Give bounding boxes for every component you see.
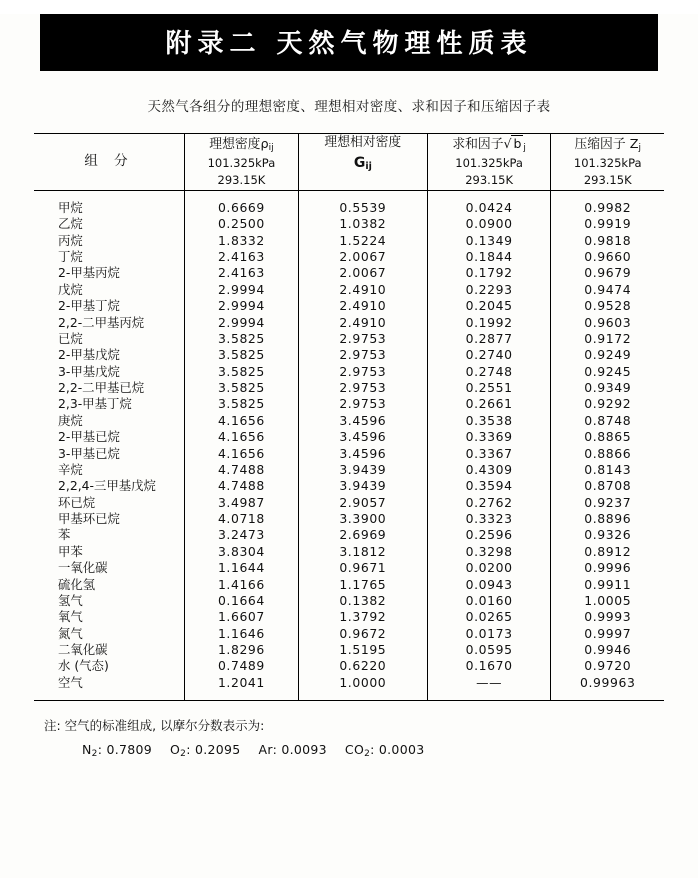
- cell-sum-factor: 0.2596: [427, 527, 551, 543]
- cell-relative-density: 0.9672: [298, 626, 427, 642]
- table-row: [34, 347, 664, 363]
- cell-relative-density: 2.6969: [298, 527, 427, 543]
- table-row: [34, 446, 664, 462]
- table-row: [34, 413, 664, 429]
- table-row: [34, 380, 664, 396]
- cell-z-factor: 0.8865: [551, 429, 664, 445]
- cell-sum-factor: 0.1792: [427, 265, 551, 281]
- cell-sum-factor: 0.2661: [427, 396, 551, 412]
- cell-z-factor: 0.9237: [551, 495, 664, 511]
- cell-relative-density: 1.5224: [298, 233, 427, 249]
- table-row: [34, 249, 664, 265]
- column-header-sum-factor-main: 求和因子√ b $_j$: [452, 136, 526, 154]
- cell-component: 空气: [58, 674, 83, 690]
- cell-z-factor: 0.9946: [551, 642, 664, 658]
- cell-ideal-density: 3.5825: [185, 364, 299, 380]
- table-row: [34, 233, 664, 249]
- cell-sum-factor: 0.0200: [427, 560, 551, 576]
- cell-component: 硫化氢: [58, 576, 96, 592]
- cell-sum-factor: 0.1349: [427, 233, 551, 249]
- cell-component: 氧气: [58, 609, 83, 625]
- cell-relative-density: 0.9671: [298, 560, 427, 576]
- cell-sum-factor: 0.0424: [427, 190, 551, 216]
- table-row: [34, 495, 664, 511]
- subtitle: 天然气各组分的理想密度、理想相对密度、求和因子和压缩因子表: [147, 99, 551, 115]
- cell-component: 水 (气态): [58, 658, 109, 674]
- cell-z-factor: 0.9292: [551, 396, 664, 412]
- cell-ideal-density: 1.4166: [185, 577, 299, 593]
- cell-z-factor: 0.9249: [551, 347, 664, 363]
- cell-relative-density: 2.9753: [298, 396, 427, 412]
- physical-properties-table-wrap: [34, 133, 664, 701]
- cell-component: 丁烷: [58, 249, 83, 265]
- table-row: [34, 511, 664, 527]
- note-co2: $CO_2$: 0.0003: [344, 741, 425, 759]
- cell-component: 3-甲基已烷: [58, 445, 120, 461]
- cell-relative-density: 1.3792: [298, 609, 427, 625]
- cell-ideal-density: 2.9994: [185, 298, 299, 314]
- cell-sum-factor: 0.0943: [427, 577, 551, 593]
- cell-relative-density: 0.1382: [298, 593, 427, 609]
- cell-z-factor: 0.9911: [551, 577, 664, 593]
- cell-component: 氮气: [58, 625, 83, 641]
- cell-component: 氢气: [58, 592, 83, 608]
- cell-sum-factor: 0.1992: [427, 315, 551, 331]
- cell-ideal-density: 3.5825: [185, 380, 299, 396]
- cell-z-factor: 1.0005: [551, 593, 664, 609]
- table-row: [34, 593, 664, 609]
- cell-sum-factor: 0.2293: [427, 282, 551, 298]
- cell-z-factor: 0.9679: [551, 265, 664, 281]
- cell-z-factor: 0.9993: [551, 609, 664, 625]
- physical-properties-table: [34, 134, 664, 700]
- table-row: [34, 642, 664, 658]
- cell-relative-density: 0.6220: [298, 658, 427, 674]
- cell-relative-density: 2.0067: [298, 249, 427, 265]
- cell-relative-density: 3.3900: [298, 511, 427, 527]
- cell-relative-density: 2.9753: [298, 364, 427, 380]
- cell-ideal-density: 1.1644: [185, 560, 299, 576]
- cell-relative-density: 3.9439: [298, 462, 427, 478]
- note-o2: $O_2$: 0.2095: [170, 741, 241, 759]
- cell-component: 2-甲基丙烷: [58, 265, 120, 281]
- cell-sum-factor: 0.3367: [427, 446, 551, 462]
- cell-relative-density: 2.4910: [298, 315, 427, 331]
- cell-sum-factor: 0.2045: [427, 298, 551, 314]
- table-row: [34, 396, 664, 412]
- cell-relative-density: 2.0067: [298, 265, 427, 281]
- cell-component: 一氧化碳: [58, 560, 108, 576]
- table-body: [34, 190, 664, 700]
- cell-relative-density: 3.4596: [298, 429, 427, 445]
- column-header-ideal-density-temperature: 293.15K: [217, 172, 266, 187]
- table-row: [34, 527, 664, 543]
- cell-sum-factor: 0.4309: [427, 462, 551, 478]
- table-row: [34, 429, 664, 445]
- column-header-relative-density-main: 理想相对密度: [324, 135, 402, 150]
- table-row: [34, 298, 664, 314]
- column-header-ideal-density-pressure: 101.325kPa: [207, 155, 276, 170]
- cell-relative-density: 0.5539: [298, 190, 427, 216]
- column-header-ideal-density: [185, 134, 299, 190]
- cell-sum-factor: 0.2877: [427, 331, 551, 347]
- table-row: [34, 265, 664, 281]
- cell-ideal-density: 4.1656: [185, 446, 299, 462]
- cell-ideal-density: 3.5825: [185, 347, 299, 363]
- cell-z-factor: 0.99963: [551, 675, 664, 700]
- table-row: [34, 282, 664, 298]
- cell-component: 甲烷: [58, 199, 83, 215]
- cell-component: 已烷: [58, 330, 83, 346]
- cell-ideal-density: 4.0718: [185, 511, 299, 527]
- cell-ideal-density: 4.1656: [185, 429, 299, 445]
- cell-z-factor: 0.8912: [551, 544, 664, 560]
- cell-z-factor: 0.9172: [551, 331, 664, 347]
- table-row: [34, 216, 664, 232]
- note-ar: Ar: 0.0093: [258, 741, 327, 757]
- table-row: [34, 544, 664, 560]
- cell-z-factor: 0.9474: [551, 282, 664, 298]
- table-row: [34, 190, 664, 216]
- cell-ideal-density: 0.2500: [185, 216, 299, 232]
- cell-ideal-density: 1.6607: [185, 609, 299, 625]
- cell-relative-density: 3.9439: [298, 478, 427, 494]
- cell-ideal-density: 2.9994: [185, 315, 299, 331]
- cell-relative-density: 1.0382: [298, 216, 427, 232]
- cell-ideal-density: 1.8332: [185, 233, 299, 249]
- table-row: [34, 462, 664, 478]
- cell-sum-factor: 0.0595: [427, 642, 551, 658]
- cell-component: 环已烷: [58, 494, 96, 510]
- title-banner-wrap: [40, 14, 658, 71]
- cell-z-factor: 0.9818: [551, 233, 664, 249]
- cell-ideal-density: 0.1664: [185, 593, 299, 609]
- cell-z-factor: 0.9603: [551, 315, 664, 331]
- cell-component: 戊烷: [58, 281, 83, 297]
- cell-relative-density: 2.9753: [298, 380, 427, 396]
- cell-relative-density: 3.1812: [298, 544, 427, 560]
- note-n2: $N_2$: 0.7809: [82, 741, 153, 759]
- cell-z-factor: 0.8748: [551, 413, 664, 429]
- cell-component: 二氧化碳: [58, 642, 108, 658]
- cell-component: 苯: [58, 527, 71, 543]
- cell-relative-density: 2.9753: [298, 331, 427, 347]
- cell-sum-factor: ——: [427, 675, 551, 700]
- cell-component: 辛烷: [58, 461, 83, 477]
- cell-relative-density: 3.4596: [298, 413, 427, 429]
- note-line-2: [82, 738, 654, 763]
- cell-z-factor: 0.9349: [551, 380, 664, 396]
- column-header-sum-factor-temperature: 293.15K: [465, 173, 513, 188]
- cell-component: 庚烷: [58, 412, 83, 428]
- page: [0, 14, 698, 878]
- cell-ideal-density: 4.7488: [185, 478, 299, 494]
- cell-sum-factor: 0.3594: [427, 478, 551, 494]
- column-header-z-factor-temperature: 293.15K: [583, 172, 632, 187]
- cell-ideal-density: 4.7488: [185, 462, 299, 478]
- column-header-relative-density: [298, 134, 427, 190]
- cell-ideal-density: 0.6669: [185, 190, 299, 216]
- cell-sum-factor: 0.2748: [427, 364, 551, 380]
- cell-ideal-density: 2.4163: [185, 249, 299, 265]
- cell-z-factor: 0.8896: [551, 511, 664, 527]
- table-row: [34, 315, 664, 331]
- cell-ideal-density: 3.5825: [185, 396, 299, 412]
- table-row: [34, 478, 664, 494]
- cell-sum-factor: 0.0900: [427, 216, 551, 232]
- column-header-component: 组 分: [34, 134, 185, 190]
- cell-relative-density: 1.0000: [298, 675, 427, 700]
- cell-ideal-density: 3.5825: [185, 331, 299, 347]
- cell-relative-density: 2.4910: [298, 298, 427, 314]
- cell-relative-density: 1.1765: [298, 577, 427, 593]
- note: [44, 714, 654, 763]
- cell-component: 2-甲基丁烷: [58, 298, 120, 314]
- cell-ideal-density: 4.1656: [185, 413, 299, 429]
- table-row: [34, 609, 664, 625]
- column-header-z-factor-main: 压缩因子 $Z_j$: [574, 136, 641, 153]
- cell-ideal-density: 2.4163: [185, 265, 299, 281]
- cell-z-factor: 0.9996: [551, 560, 664, 576]
- cell-sum-factor: 0.0265: [427, 609, 551, 625]
- cell-relative-density: 3.4596: [298, 446, 427, 462]
- cell-ideal-density: 3.2473: [185, 527, 299, 543]
- table-row: [34, 560, 664, 576]
- cell-z-factor: 0.9919: [551, 216, 664, 232]
- cell-component: 2-甲基戊烷: [58, 347, 120, 363]
- cell-ideal-density: 0.7489: [185, 658, 299, 674]
- cell-sum-factor: 0.3538: [427, 413, 551, 429]
- cell-sum-factor: 0.1844: [427, 249, 551, 265]
- column-header-z-factor: [551, 134, 664, 190]
- cell-z-factor: 0.9326: [551, 527, 664, 543]
- cell-relative-density: 2.9057: [298, 495, 427, 511]
- cell-z-factor: 0.8708: [551, 478, 664, 494]
- cell-relative-density: 2.4910: [298, 282, 427, 298]
- cell-ideal-density: 1.1646: [185, 626, 299, 642]
- cell-z-factor: 0.9528: [551, 298, 664, 314]
- cell-component: 2-甲基已烷: [58, 429, 120, 445]
- table-row: [34, 331, 664, 347]
- cell-z-factor: 0.9245: [551, 364, 664, 380]
- cell-component: 2,2-二甲基丙烷: [58, 314, 145, 330]
- cell-component: 甲苯: [58, 543, 83, 559]
- cell-sum-factor: 0.2740: [427, 347, 551, 363]
- column-header-z-factor-pressure: 101.325kPa: [573, 155, 642, 170]
- cell-sum-factor: 0.3298: [427, 544, 551, 560]
- cell-z-factor: 0.8866: [551, 446, 664, 462]
- cell-ideal-density: 1.8296: [185, 642, 299, 658]
- table-row: [34, 577, 664, 593]
- cell-relative-density: 2.9753: [298, 347, 427, 363]
- cell-sum-factor: 0.1670: [427, 658, 551, 674]
- cell-sum-factor: 0.0173: [427, 626, 551, 642]
- cell-sum-factor: 0.3369: [427, 429, 551, 445]
- column-header-relative-density-symbol: $G_{ij}$: [353, 154, 372, 172]
- cell-z-factor: 0.9720: [551, 658, 664, 674]
- cell-ideal-density: 2.9994: [185, 282, 299, 298]
- page-title: 附录二 天然气物理性质表: [40, 14, 658, 71]
- cell-z-factor: 0.9997: [551, 626, 664, 642]
- sqrt-icon: √ b: [503, 136, 522, 152]
- cell-sum-factor: 0.2762: [427, 495, 551, 511]
- table-row: [34, 364, 664, 380]
- table-row: [34, 658, 664, 674]
- cell-sum-factor: 0.3323: [427, 511, 551, 527]
- table-header: [34, 134, 664, 190]
- cell-relative-density: 1.5195: [298, 642, 427, 658]
- cell-component: 丙烷: [58, 232, 83, 248]
- cell-component: 2,2,4-三甲基戊烷: [58, 478, 156, 494]
- cell-component: 乙烷: [58, 216, 83, 232]
- cell-z-factor: 0.9982: [551, 190, 664, 216]
- table-row: [34, 626, 664, 642]
- table-header-row: [34, 134, 664, 190]
- cell-component: 2,2-二甲基已烷: [58, 380, 145, 396]
- cell-component: 3-甲基戊烷: [58, 363, 120, 379]
- cell-sum-factor: 0.0160: [427, 593, 551, 609]
- cell-z-factor: 0.8143: [551, 462, 664, 478]
- cell-sum-factor: 0.2551: [427, 380, 551, 396]
- cell-component: 2,3-甲基丁烷: [58, 396, 132, 412]
- cell-ideal-density: 3.4987: [185, 495, 299, 511]
- note-line-1: 注: 空气的标准组成, 以摩尔分数表示为:: [44, 718, 265, 734]
- cell-ideal-density: 3.8304: [185, 544, 299, 560]
- cell-ideal-density: 1.2041: [185, 675, 299, 700]
- column-header-sum-factor-pressure: 101.325kPa: [455, 156, 523, 171]
- column-header-ideal-density-main: 理想密度$\rho_{ij}$: [209, 136, 274, 153]
- table-row: [34, 675, 664, 700]
- cell-z-factor: 0.9660: [551, 249, 664, 265]
- column-header-sum-factor: [427, 134, 551, 190]
- cell-component: 甲基环已烷: [58, 511, 120, 527]
